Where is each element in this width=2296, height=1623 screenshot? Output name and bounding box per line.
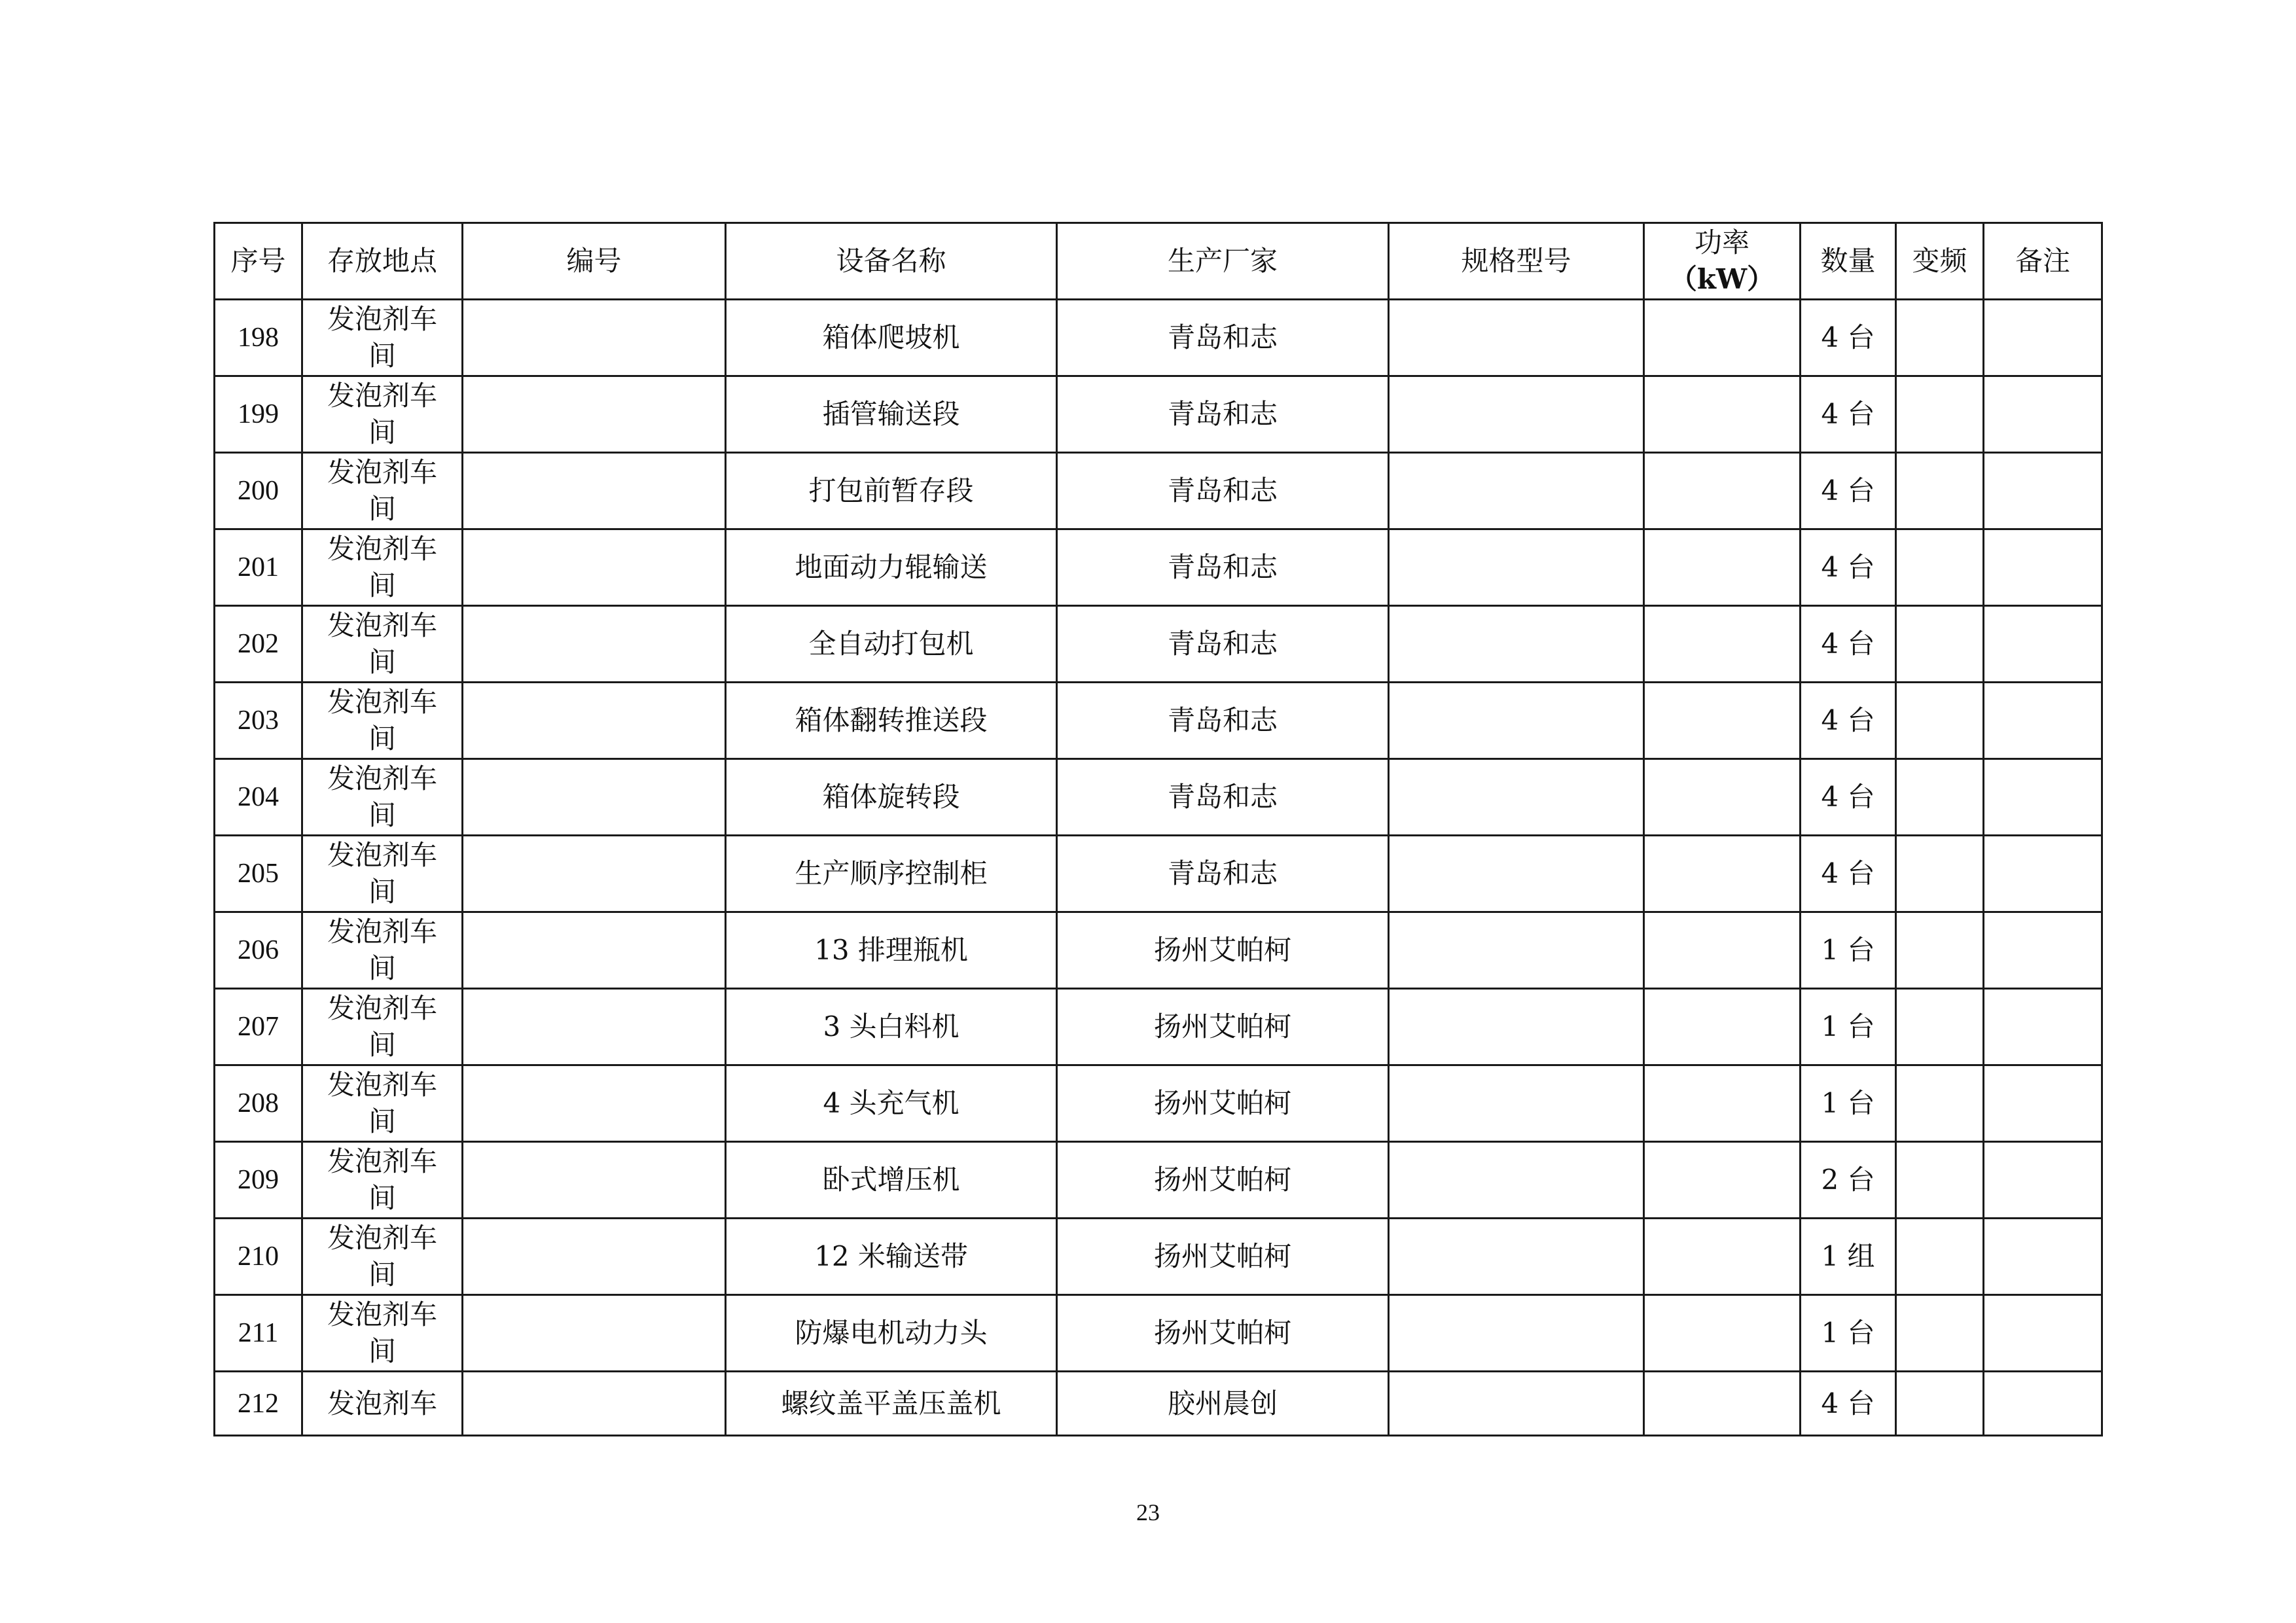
cell-power [1644, 1295, 1801, 1372]
cell-remark [1984, 376, 2102, 453]
cell-code [463, 300, 726, 376]
cell-location [302, 300, 463, 376]
cell-location [302, 1372, 463, 1436]
location-line1: 发泡剂车 [327, 533, 437, 565]
cell-quantity: 4 台 [1801, 836, 1896, 912]
cell-model [1389, 1372, 1644, 1436]
cell-manufacturer: 青岛和志 [1057, 376, 1389, 453]
cell-location [302, 1295, 463, 1372]
cell-seq: 203 [215, 683, 302, 759]
location-line2: 间 [368, 340, 396, 372]
cell-vfd [1896, 1142, 1984, 1219]
cell-location [302, 1219, 463, 1295]
cell-model [1389, 989, 1644, 1065]
cell-remark [1984, 1295, 2102, 1372]
cell-code [463, 376, 726, 453]
cell-remark [1984, 1065, 2102, 1142]
cell-model [1389, 1219, 1644, 1295]
location-line1: 发泡剂车 [327, 1222, 437, 1254]
cell-code [463, 912, 726, 989]
cell-location [302, 836, 463, 912]
cell-location [302, 376, 463, 453]
location-line1: 发泡剂车 [327, 916, 437, 948]
cell-manufacturer: 扬州艾帕柯 [1057, 1295, 1389, 1372]
location-line1: 发泡剂车 [327, 1298, 437, 1330]
location-line1: 发泡剂车 [327, 992, 437, 1024]
header-seq: 序号 [215, 223, 302, 300]
cell-model [1389, 376, 1644, 453]
cell-vfd [1896, 989, 1984, 1065]
cell-vfd [1896, 529, 1984, 606]
header-quantity: 数量 [1801, 223, 1896, 300]
cell-seq: 202 [215, 606, 302, 683]
cell-code [463, 529, 726, 606]
cell-vfd [1896, 453, 1984, 529]
cell-quantity: 1 台 [1801, 989, 1896, 1065]
table-row [215, 989, 2102, 1065]
cell-name: 防爆电机动力头 [726, 1295, 1057, 1372]
cell-location [302, 1065, 463, 1142]
cell-name: 3 头白料机 [726, 989, 1057, 1065]
cell-seq: 207 [215, 989, 302, 1065]
cell-power [1644, 606, 1801, 683]
cell-name: 13 排理瓶机 [726, 912, 1057, 989]
cell-remark [1984, 300, 2102, 376]
cell-vfd [1896, 1065, 1984, 1142]
cell-vfd [1896, 1219, 1984, 1295]
cell-seq: 212 [215, 1372, 302, 1436]
cell-quantity: 4 台 [1801, 300, 1896, 376]
cell-location [302, 683, 463, 759]
cell-code [463, 1295, 726, 1372]
cell-remark [1984, 1372, 2102, 1436]
table-row [215, 1295, 2102, 1372]
cell-power [1644, 759, 1801, 836]
header-vfd: 变频 [1896, 223, 1984, 300]
cell-code [463, 759, 726, 836]
cell-vfd [1896, 606, 1984, 683]
location-line1: 发泡剂车 [327, 839, 437, 871]
cell-seq: 205 [215, 836, 302, 912]
cell-quantity: 4 台 [1801, 1372, 1896, 1436]
cell-quantity: 4 台 [1801, 759, 1896, 836]
header-location: 存放地点 [302, 223, 463, 300]
location-line2: 间 [368, 569, 396, 601]
cell-remark [1984, 683, 2102, 759]
cell-manufacturer: 青岛和志 [1057, 300, 1389, 376]
cell-power [1644, 1372, 1801, 1436]
cell-manufacturer: 胶州晨创 [1057, 1372, 1389, 1436]
cell-manufacturer: 青岛和志 [1057, 529, 1389, 606]
cell-seq: 208 [215, 1065, 302, 1142]
table-row [215, 1142, 2102, 1219]
location-line1: 发泡剂车 [327, 686, 437, 718]
location-line2: 间 [368, 1258, 396, 1291]
cell-seq: 210 [215, 1219, 302, 1295]
cell-name: 箱体爬坡机 [726, 300, 1057, 376]
header-power-line1: 功率 [1694, 226, 1749, 259]
cell-model [1389, 836, 1644, 912]
cell-manufacturer: 青岛和志 [1057, 836, 1389, 912]
location-line2: 间 [368, 1182, 396, 1214]
cell-seq: 201 [215, 529, 302, 606]
location-line2: 间 [368, 722, 396, 755]
cell-location [302, 1142, 463, 1219]
cell-power [1644, 1219, 1801, 1295]
cell-vfd [1896, 836, 1984, 912]
location-line2: 间 [368, 1105, 396, 1137]
cell-power [1644, 836, 1801, 912]
location-line1: 发泡剂车 [327, 380, 437, 412]
cell-manufacturer: 青岛和志 [1057, 453, 1389, 529]
table-row [215, 683, 2102, 759]
cell-power [1644, 989, 1801, 1065]
cell-model [1389, 1065, 1644, 1142]
table-row [215, 836, 2102, 912]
cell-vfd [1896, 759, 1984, 836]
cell-model [1389, 300, 1644, 376]
table-row [215, 606, 2102, 683]
cell-power [1644, 529, 1801, 606]
cell-code [463, 1219, 726, 1295]
cell-model [1389, 529, 1644, 606]
cell-remark [1984, 1142, 2102, 1219]
cell-location [302, 912, 463, 989]
header-row [215, 223, 2102, 300]
cell-power [1644, 1142, 1801, 1219]
cell-model [1389, 912, 1644, 989]
cell-remark [1984, 529, 2102, 606]
cell-power [1644, 1065, 1801, 1142]
cell-quantity: 1 台 [1801, 1295, 1896, 1372]
cell-location [302, 759, 463, 836]
table-row [215, 1372, 2102, 1436]
cell-manufacturer: 扬州艾帕柯 [1057, 912, 1389, 989]
cell-vfd [1896, 300, 1984, 376]
cell-model [1389, 1295, 1644, 1372]
cell-model [1389, 759, 1644, 836]
header-name: 设备名称 [726, 223, 1057, 300]
cell-name: 箱体翻转推送段 [726, 683, 1057, 759]
cell-name: 4 头充气机 [726, 1065, 1057, 1142]
cell-quantity: 2 台 [1801, 1142, 1896, 1219]
location-line1: 发泡剂车 [327, 609, 437, 641]
cell-manufacturer: 青岛和志 [1057, 683, 1389, 759]
location-line2: 间 [368, 799, 396, 831]
cell-remark [1984, 1219, 2102, 1295]
cell-location [302, 529, 463, 606]
cell-quantity: 1 台 [1801, 912, 1896, 989]
cell-seq: 199 [215, 376, 302, 453]
location-line2: 间 [368, 646, 396, 678]
cell-manufacturer: 扬州艾帕柯 [1057, 1065, 1389, 1142]
table-row [215, 912, 2102, 989]
cell-vfd [1896, 1372, 1984, 1436]
cell-code [463, 1372, 726, 1436]
cell-name: 卧式增压机 [726, 1142, 1057, 1219]
cell-model [1389, 606, 1644, 683]
location-line1: 发泡剂车 [327, 762, 437, 794]
cell-quantity: 4 台 [1801, 376, 1896, 453]
cell-name: 打包前暂存段 [726, 453, 1057, 529]
cell-manufacturer: 扬州艾帕柯 [1057, 989, 1389, 1065]
table-body [215, 300, 2102, 1436]
cell-name: 生产顺序控制柜 [726, 836, 1057, 912]
header-power [1644, 223, 1801, 300]
cell-location [302, 453, 463, 529]
cell-name: 插管输送段 [726, 376, 1057, 453]
cell-seq: 211 [215, 1295, 302, 1372]
cell-code [463, 606, 726, 683]
location-line2: 间 [368, 493, 396, 525]
cell-power [1644, 376, 1801, 453]
cell-remark [1984, 912, 2102, 989]
cell-quantity: 1 组 [1801, 1219, 1896, 1295]
cell-quantity: 4 台 [1801, 606, 1896, 683]
cell-remark [1984, 759, 2102, 836]
cell-model [1389, 453, 1644, 529]
cell-model [1389, 683, 1644, 759]
cell-seq: 204 [215, 759, 302, 836]
table-row [215, 376, 2102, 453]
cell-vfd [1896, 912, 1984, 989]
cell-name: 全自动打包机 [726, 606, 1057, 683]
cell-quantity: 1 台 [1801, 1065, 1896, 1142]
cell-power [1644, 912, 1801, 989]
cell-vfd [1896, 683, 1984, 759]
cell-power [1644, 300, 1801, 376]
cell-code [463, 836, 726, 912]
cell-location [302, 606, 463, 683]
cell-location [302, 989, 463, 1065]
cell-remark [1984, 453, 2102, 529]
table-row [215, 453, 2102, 529]
cell-code [463, 453, 726, 529]
cell-code [463, 683, 726, 759]
table-row [215, 300, 2102, 376]
table-header [215, 223, 2102, 300]
location-line1: 发泡剂车 [327, 1145, 437, 1177]
cell-power [1644, 683, 1801, 759]
cell-seq: 198 [215, 300, 302, 376]
page-number: 23 [1136, 1499, 1160, 1525]
cell-seq: 206 [215, 912, 302, 989]
location-line2: 间 [368, 952, 396, 984]
cell-manufacturer: 扬州艾帕柯 [1057, 1142, 1389, 1219]
location-line2: 间 [368, 1335, 396, 1367]
cell-manufacturer: 青岛和志 [1057, 759, 1389, 836]
table-row [215, 1219, 2102, 1295]
cell-vfd [1896, 1295, 1984, 1372]
cell-seq: 200 [215, 453, 302, 529]
header-remark: 备注 [1984, 223, 2102, 300]
equipment-table [213, 222, 2103, 1436]
cell-remark [1984, 989, 2102, 1065]
cell-quantity: 4 台 [1801, 683, 1896, 759]
cell-quantity: 4 台 [1801, 529, 1896, 606]
cell-code [463, 989, 726, 1065]
location-line2: 间 [368, 416, 396, 448]
cell-seq: 209 [215, 1142, 302, 1219]
location-line1: 发泡剂车 [327, 456, 437, 488]
cell-model [1389, 1142, 1644, 1219]
header-model: 规格型号 [1389, 223, 1644, 300]
location-line2: 间 [368, 1029, 396, 1061]
header-code: 编号 [463, 223, 726, 300]
cell-code [463, 1065, 726, 1142]
cell-vfd [1896, 376, 1984, 453]
table-row [215, 759, 2102, 836]
cell-quantity: 4 台 [1801, 453, 1896, 529]
location-line1: 发泡剂车 [327, 303, 437, 335]
cell-manufacturer: 青岛和志 [1057, 606, 1389, 683]
cell-name: 地面动力辊输送 [726, 529, 1057, 606]
cell-name: 12 米输送带 [726, 1219, 1057, 1295]
location-line1: 发泡剂车 [327, 1387, 437, 1419]
cell-power [1644, 453, 1801, 529]
cell-name: 螺纹盖平盖压盖机 [726, 1372, 1057, 1436]
cell-manufacturer: 扬州艾帕柯 [1057, 1219, 1389, 1295]
cell-name: 箱体旋转段 [726, 759, 1057, 836]
cell-remark [1984, 836, 2102, 912]
table-row [215, 1065, 2102, 1142]
header-power-line2: （kW） [1669, 263, 1775, 295]
location-line1: 发泡剂车 [327, 1069, 437, 1101]
cell-remark [1984, 606, 2102, 683]
cell-code [463, 1142, 726, 1219]
table-row [215, 529, 2102, 606]
location-line2: 间 [368, 876, 396, 908]
header-manufacturer: 生产厂家 [1057, 223, 1389, 300]
